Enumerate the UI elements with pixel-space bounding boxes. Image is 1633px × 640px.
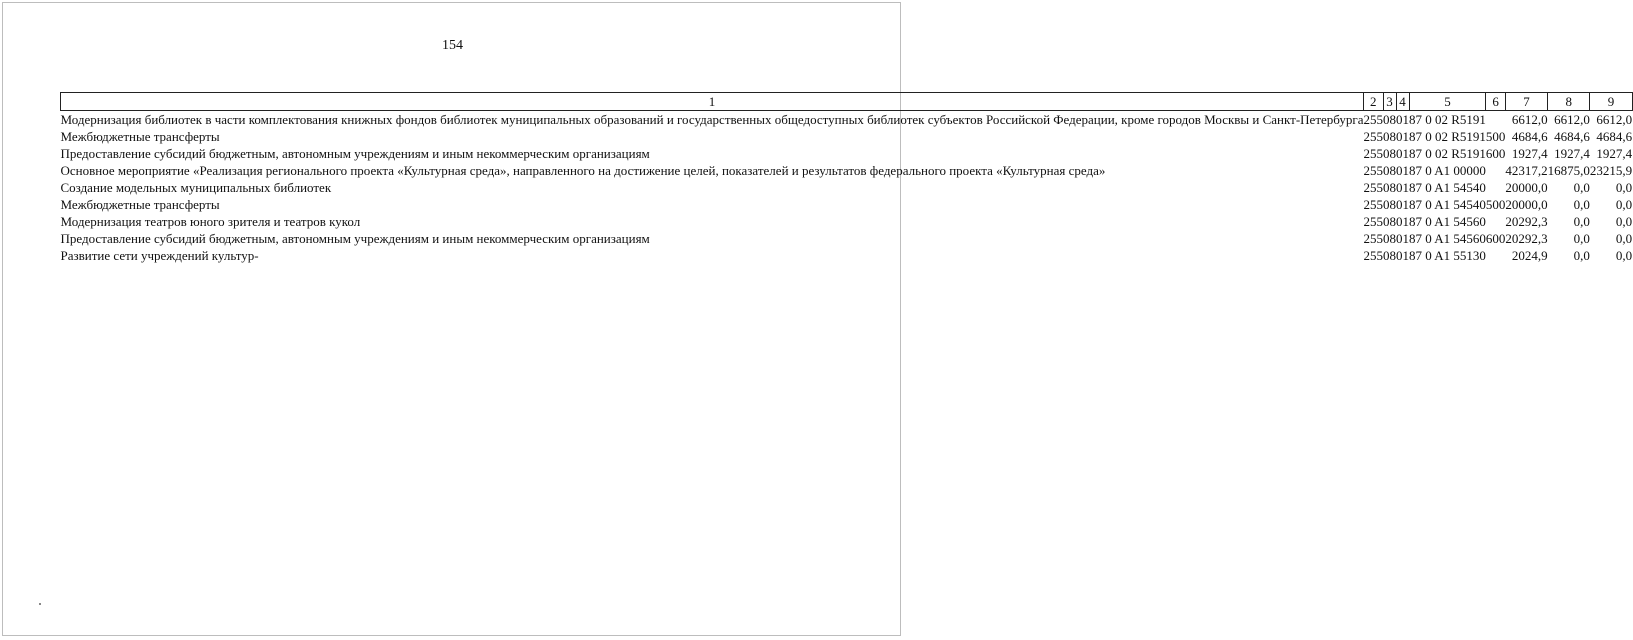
cell-target-article: 87 0 A1 54540 bbox=[1409, 180, 1486, 195]
cell-amount-col9: 0,0 bbox=[1615, 180, 1633, 195]
cell-amount-col7: 20000,0 bbox=[1505, 180, 1548, 195]
row-name: Предоставление субсидий бюджетным, автономным учреждениям и иным некоммерческим организациям bbox=[60, 231, 650, 246]
table-body bbox=[61, 111, 1633, 265]
cell-amount-col8: 0,0 bbox=[1573, 214, 1590, 229]
cell-amount-col7: 2024,9 bbox=[1511, 248, 1548, 263]
cell-subsection: 01 bbox=[1396, 197, 1409, 212]
cell-amount-col7: 42317,2 bbox=[1505, 163, 1548, 178]
table-header-row bbox=[61, 93, 1633, 111]
cell-amount-col7: 20292,3 bbox=[1505, 214, 1548, 229]
cell-subsection: 01 bbox=[1396, 129, 1409, 144]
cell-amount-col9: 0,0 bbox=[1615, 197, 1633, 212]
table-row bbox=[61, 230, 1633, 247]
row-name: Основное мероприятие «Реализация регионального проекта «Культурная среда», направленного на достижение целей, показателей и результатов федерального проекта «Культурная среда» bbox=[60, 163, 1106, 178]
table-row bbox=[61, 145, 1633, 162]
cell-target-article: 87 0 A1 54560 bbox=[1409, 214, 1486, 229]
cell-subsection: 01 bbox=[1396, 112, 1409, 127]
cell-ministry-code: 255 bbox=[1363, 180, 1383, 195]
row-name: Развитие сети учреждений культур- bbox=[60, 248, 259, 263]
cell-amount-col7: 20292,3 bbox=[1505, 231, 1548, 246]
cell-expense-type: 500 bbox=[1485, 197, 1506, 212]
header-col-3: 3 bbox=[1383, 93, 1396, 111]
cell-subsection: 01 bbox=[1396, 163, 1409, 178]
cell-ministry-code: 255 bbox=[1363, 146, 1383, 161]
cell-subsection: 01 bbox=[1396, 231, 1409, 246]
cell-section: 08 bbox=[1383, 129, 1396, 144]
cell-section: 08 bbox=[1383, 163, 1396, 178]
cell-expense-type: 600 bbox=[1485, 231, 1506, 246]
cell-amount-col8: 0,0 bbox=[1573, 197, 1590, 212]
row-name: Предоставление субсидий бюджетным, автономным учреждениям и иным некоммерческим организациям bbox=[60, 146, 650, 161]
table-row bbox=[61, 179, 1633, 196]
cell-amount-col9: 0,0 bbox=[1615, 248, 1633, 263]
cell-ministry-code: 255 bbox=[1363, 163, 1383, 178]
header-col-7: 7 bbox=[1505, 93, 1547, 111]
cell-amount-col7: 4684,6 bbox=[1511, 129, 1548, 144]
cell-subsection: 01 bbox=[1396, 146, 1409, 161]
header-col-5: 5 bbox=[1409, 93, 1486, 111]
cell-ministry-code: 255 bbox=[1363, 197, 1383, 212]
cell-section: 08 bbox=[1383, 146, 1396, 161]
cell-subsection: 01 bbox=[1396, 180, 1409, 195]
cell-ministry-code: 255 bbox=[1363, 214, 1383, 229]
header-col-2: 2 bbox=[1364, 93, 1384, 111]
cell-target-article: 87 0 A1 54560 bbox=[1409, 231, 1486, 246]
table-row bbox=[61, 162, 1633, 179]
header-col-6: 6 bbox=[1486, 93, 1506, 111]
cell-target-article: 87 0 A1 55130 bbox=[1409, 248, 1486, 263]
cell-amount-col8: 1927,4 bbox=[1554, 146, 1590, 161]
cell-ministry-code: 255 bbox=[1363, 231, 1383, 246]
cell-amount-col7: 6612,0 bbox=[1511, 112, 1548, 127]
row-name: Межбюджетные трансферты bbox=[60, 197, 220, 212]
cell-ministry-code: 255 bbox=[1363, 112, 1383, 127]
cell-ministry-code: 255 bbox=[1363, 248, 1383, 263]
header-col-4: 4 bbox=[1396, 93, 1409, 111]
cell-amount-col8: 6612,0 bbox=[1554, 112, 1590, 127]
cell-amount-col8: 0,0 bbox=[1573, 248, 1590, 263]
cell-amount-col9: 1927,4 bbox=[1596, 146, 1633, 161]
scan-speck bbox=[39, 603, 41, 605]
table-row bbox=[61, 213, 1633, 230]
cell-expense-type bbox=[1486, 213, 1506, 230]
cell-amount-col8: 0,0 bbox=[1573, 231, 1590, 246]
cell-target-article: 87 0 02 R5191 bbox=[1409, 129, 1486, 144]
cell-expense-type bbox=[1486, 162, 1506, 179]
document-page bbox=[2, 2, 1633, 636]
cell-amount-col9: 0,0 bbox=[1615, 231, 1633, 246]
cell-subsection: 01 bbox=[1396, 248, 1409, 263]
cell-expense-type bbox=[1486, 179, 1506, 196]
cell-expense-type bbox=[1486, 247, 1506, 264]
table-row bbox=[61, 111, 1633, 129]
cell-amount-col7: 20000,0 bbox=[1505, 197, 1548, 212]
table-row bbox=[61, 196, 1633, 213]
cell-amount-col9: 23215,9 bbox=[1589, 163, 1633, 178]
cell-amount-col8: 16875,0 bbox=[1547, 163, 1590, 178]
table-row bbox=[61, 128, 1633, 145]
cell-amount-col9: 4684,6 bbox=[1596, 129, 1633, 144]
cell-amount-col8: 4684,6 bbox=[1554, 129, 1590, 144]
cell-section: 08 bbox=[1383, 112, 1396, 127]
cell-section: 08 bbox=[1383, 180, 1396, 195]
row-name: Модернизация театров юного зрителя и театров кукол bbox=[60, 214, 361, 229]
cell-target-article: 87 0 02 R5191 bbox=[1409, 146, 1486, 161]
table-row bbox=[61, 247, 1633, 264]
header-col-8: 8 bbox=[1548, 93, 1590, 111]
cell-expense-type: 500 bbox=[1485, 129, 1506, 144]
cell-amount-col9: 0,0 bbox=[1615, 214, 1633, 229]
cell-section: 08 bbox=[1383, 231, 1396, 246]
cell-target-article: 87 0 A1 00000 bbox=[1409, 163, 1486, 178]
row-name: Создание модельных муниципальных библиотек bbox=[60, 180, 332, 195]
cell-amount-col8: 0,0 bbox=[1573, 180, 1590, 195]
cell-amount-col9: 6612,0 bbox=[1596, 112, 1633, 127]
page-number: 154 bbox=[442, 38, 463, 53]
cell-section: 08 bbox=[1383, 248, 1396, 263]
cell-ministry-code: 255 bbox=[1363, 129, 1383, 144]
cell-amount-col7: 1927,4 bbox=[1511, 146, 1548, 161]
cell-subsection: 01 bbox=[1396, 214, 1409, 229]
header-col-1: 1 bbox=[61, 93, 1364, 111]
cell-target-article: 87 0 02 R5191 bbox=[1409, 112, 1486, 127]
cell-section: 08 bbox=[1383, 214, 1396, 229]
header-col-9: 9 bbox=[1590, 93, 1632, 111]
row-name: Межбюджетные трансферты bbox=[60, 129, 220, 144]
cell-expense-type bbox=[1486, 111, 1506, 129]
cell-section: 08 bbox=[1383, 197, 1396, 212]
row-name: Модернизация библиотек в части комплектования книжных фондов библиотек муниципальных образований и государственных общедоступных библиотек субъектов Российской Федерации, кроме городов Москвы и Санкт-Петербурга bbox=[60, 112, 1364, 127]
budget-table bbox=[60, 92, 1633, 264]
cell-target-article: 87 0 A1 54540 bbox=[1409, 197, 1486, 212]
cell-expense-type: 600 bbox=[1485, 146, 1506, 161]
